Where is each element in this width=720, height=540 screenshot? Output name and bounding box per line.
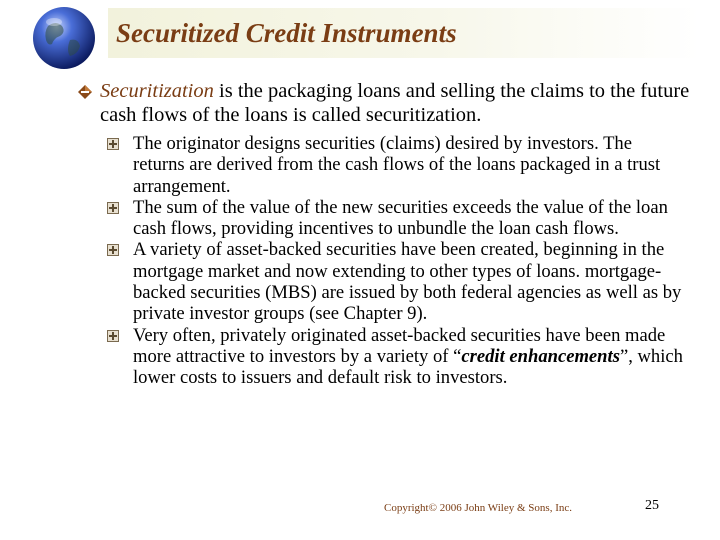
- list-item: [107, 133, 687, 197]
- sub-bullet-list: [107, 133, 687, 389]
- sub-bullet-text: The sum of the value of the new securities exceeds the value of the loan cash flows, providing incentives to unbundle the loan cash flows.: [133, 196, 668, 240]
- sub-bullet-text: A variety of asset-backed securities have been created, beginning in the mortgage market and now extending to other types of loans. mortgage-backed securities (MBS) are issued by both federal agencies as well as by private investor groups (see Chapter 9).: [133, 239, 682, 325]
- sub-bullet-text: The originator designs securities (claims) desired by investors. The returns are derived from the cash flows of the loans packaged in a trust arrangement.: [133, 133, 661, 197]
- list-item: [107, 239, 687, 324]
- diamond-bullet-icon: [77, 84, 93, 100]
- square-bullet-icon: [107, 202, 119, 214]
- main-bullet-text: [100, 79, 700, 127]
- keyword-securitization: Securitization: [100, 80, 214, 102]
- main-bullet-body: is the packaging loans and selling the claims to the future cash flows of the loans is called securitization.: [100, 80, 690, 126]
- globe-icon: [30, 4, 98, 72]
- square-bullet-icon: [107, 244, 119, 256]
- square-bullet-icon: [107, 330, 119, 342]
- page-number: 25: [645, 498, 659, 513]
- copyright-footer: Copyright© 2006 John Wiley & Sons, Inc.: [384, 502, 572, 514]
- square-bullet-icon: [107, 138, 119, 150]
- slide-title: Securitized Credit Instruments: [116, 18, 457, 48]
- sub-bullet-text-before: Very often, privately originated asset-backed securities have been made more attractive to investors by a variety of “: [133, 324, 666, 367]
- list-item: [107, 197, 687, 240]
- sub-bullet-text-after: ”, which lower costs to issuers and default risk to investors.: [133, 345, 683, 389]
- list-item: [107, 325, 687, 389]
- credit-enhancements-emphasis: credit enhancements: [461, 345, 620, 367]
